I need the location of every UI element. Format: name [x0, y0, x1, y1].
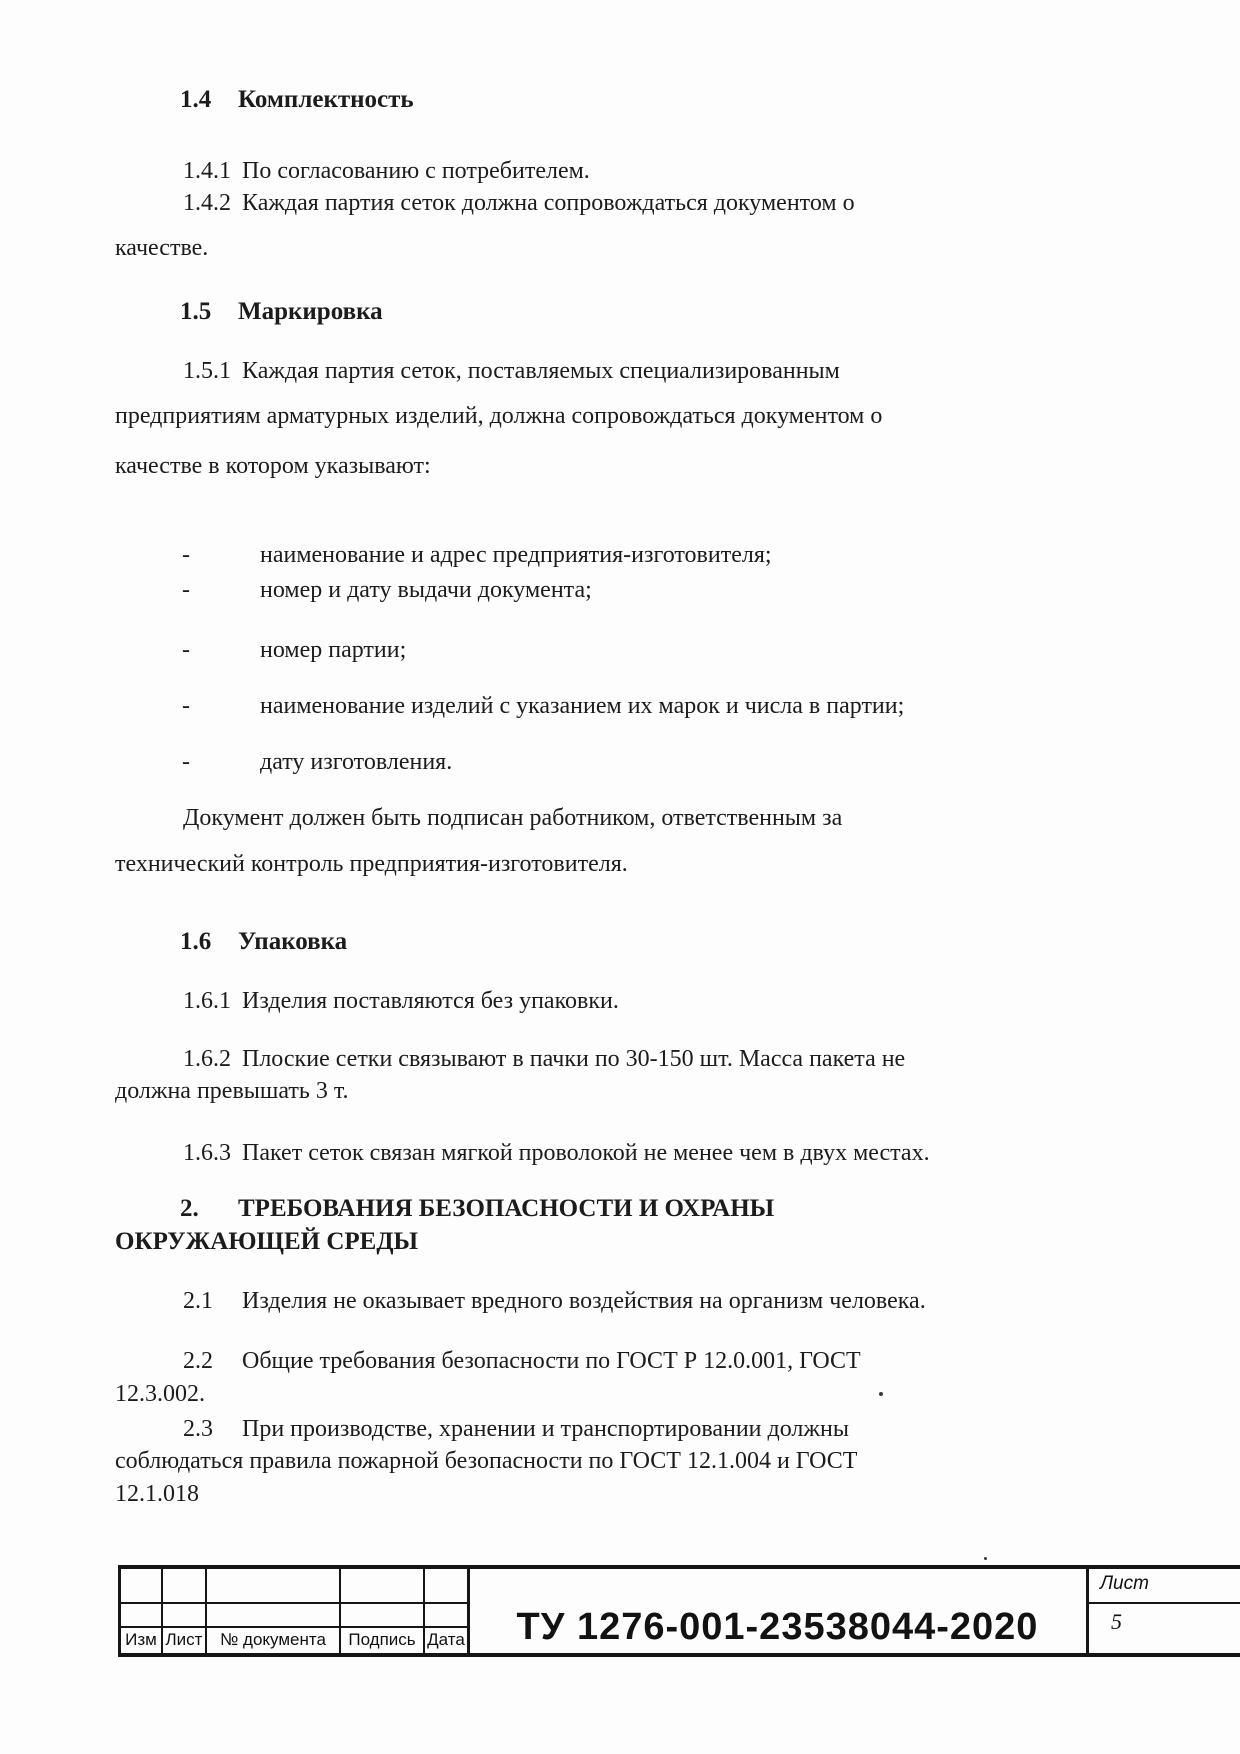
- paragraph-1-6-2: [183, 1046, 905, 1074]
- section-number: 1.5: [180, 298, 212, 325]
- paragraph-text: Плоские сетки связывают в пачки по 30-150 шт. Масса пакета не: [242, 1046, 906, 1072]
- paragraph-2-2-cont: 12.3.002.: [115, 1381, 205, 1407]
- paragraph-1-5-1-cont: предприятиям арматурных изделий, должна сопровождаться документом о: [115, 403, 883, 429]
- section-heading-1-4: [180, 86, 414, 115]
- document-designation: ТУ 1276-001-23538044-2020: [516, 1605, 1039, 1648]
- clause-number: 1.5.1: [183, 358, 231, 384]
- paragraph-text: При производстве, хранении и транспортировании должны: [242, 1416, 849, 1442]
- section-title: Маркировка: [238, 298, 383, 325]
- paragraph-text: По согласованию с потребителем.: [242, 158, 590, 184]
- list-item-line: [182, 637, 406, 665]
- list-item-line: [182, 693, 904, 721]
- list-item-text: дату изготовления.: [260, 749, 453, 775]
- paragraph-2-3-cont2: 12.1.018: [115, 1481, 199, 1507]
- paragraph-1-4-2-cont: качестве.: [115, 235, 209, 261]
- clause-number: 1.6.3: [183, 1140, 231, 1166]
- title-block-cell-izm: Изм: [125, 1629, 157, 1649]
- title-block-cell-podpis: Подпись: [348, 1629, 416, 1649]
- paragraph-2-3: [183, 1416, 849, 1444]
- paragraph-text: Каждая партия сеток, поставляемых специализированным: [242, 358, 840, 384]
- scan-artifact-dot: [984, 1557, 987, 1560]
- bullet-dash: -: [182, 542, 190, 568]
- paragraph-1-6-2-cont: должна превышать 3 т.: [115, 1078, 349, 1104]
- paragraph-2-2: [183, 1348, 861, 1376]
- paragraph-1-5-1: [183, 358, 840, 386]
- bullet-dash: -: [182, 637, 190, 663]
- title-block-divider: [1086, 1569, 1089, 1653]
- paragraph-1-6-1: [183, 988, 619, 1016]
- sheet-label: Лист: [1100, 1573, 1149, 1594]
- list-item-line: [182, 577, 592, 605]
- section-heading-1-5: [180, 298, 383, 327]
- paragraph-signing: Документ должен быть подписан работником, ответственным за: [183, 805, 843, 831]
- section-title: Комплектность: [238, 86, 414, 113]
- paragraph-text: Общие требования безопасности по ГОСТ Р 12.0.001, ГОСТ: [242, 1348, 861, 1374]
- title-block-cell-data: Дата: [427, 1629, 465, 1649]
- paragraph-signing-cont: технический контроль предприятия-изготовителя.: [115, 851, 628, 877]
- paragraph-1-4-1: [183, 158, 590, 186]
- title-block-row-line: [1086, 1602, 1240, 1604]
- list-item-line: [182, 749, 452, 777]
- list-item-text: номер партии;: [260, 637, 407, 663]
- clause-number: 2.3: [183, 1416, 213, 1442]
- paragraph-2-3-cont: соблюдаться правила пожарной безопасности по ГОСТ 12.1.004 и ГОСТ: [115, 1448, 858, 1474]
- list-item-text: номер и дату выдачи документа;: [260, 577, 592, 603]
- list-item-line: [182, 542, 772, 570]
- section-number: 2.: [180, 1195, 199, 1222]
- clause-number: 1.6.1: [183, 988, 231, 1014]
- title-block-row-line: [121, 1602, 469, 1604]
- paragraph-text: Каждая партия сеток должна сопровождаться документом о: [242, 190, 855, 216]
- section-heading-2-cont: ОКРУЖАЮЩЕЙ СРЕДЫ: [115, 1228, 419, 1255]
- paragraph-text: Пакет сеток связан мягкой проволокой не менее чем в двух местах.: [242, 1140, 930, 1166]
- section-title: ТРЕБОВАНИЯ БЕЗОПАСНОСТИ И ОХРАНЫ: [238, 1195, 775, 1222]
- clause-number: 1.4.2: [183, 190, 231, 216]
- scan-artifact-dot: [879, 1392, 883, 1396]
- section-heading-1-6: [180, 928, 347, 957]
- clause-number: 2.2: [183, 1348, 213, 1374]
- title-block-cell-list: Лист: [165, 1629, 203, 1649]
- paragraph-1-5-1-cont2: качестве в котором указывают:: [115, 453, 431, 479]
- paragraph-1-4-2: [183, 190, 855, 218]
- clause-number: 2.1: [183, 1288, 213, 1314]
- title-block: [118, 1565, 1240, 1657]
- clause-number: 1.4.1: [183, 158, 231, 184]
- section-heading-2: [180, 1195, 774, 1224]
- title-block-cell-doc-no: № документа: [220, 1629, 326, 1649]
- bullet-dash: -: [182, 577, 190, 603]
- paragraph-text: Изделия поставляются без упаковки.: [242, 988, 619, 1014]
- list-item-text: наименование изделий с указанием их марок и числа в партии;: [260, 693, 905, 719]
- section-number: 1.6: [180, 928, 212, 955]
- section-title: Упаковка: [238, 928, 348, 955]
- bullet-dash: -: [182, 693, 190, 719]
- paragraph-text: Изделия не оказывает вредного воздействия на организм человека.: [242, 1288, 926, 1314]
- section-number: 1.4: [180, 86, 212, 113]
- sheet-number: 5: [1111, 1609, 1122, 1634]
- paragraph-2-1: [183, 1288, 926, 1316]
- list-item-text: наименование и адрес предприятия-изготовителя;: [260, 542, 772, 568]
- clause-number: 1.6.2: [183, 1046, 231, 1072]
- paragraph-1-6-3: [183, 1140, 930, 1168]
- bullet-dash: -: [182, 749, 190, 775]
